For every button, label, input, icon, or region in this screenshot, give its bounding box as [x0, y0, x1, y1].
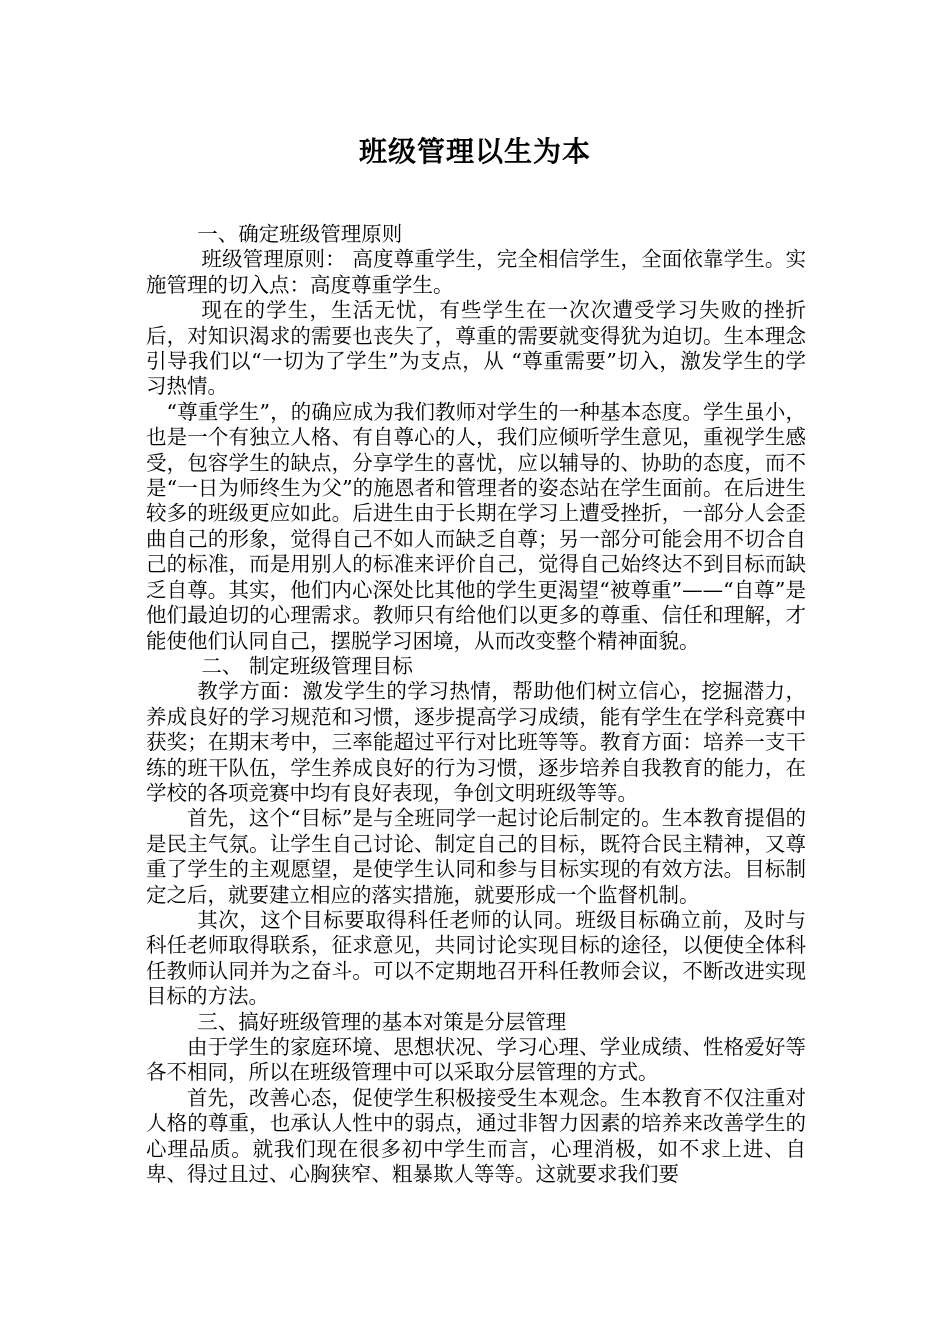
paragraph: 首先，改善心态，促使学生积极接受生本观念。生本教育不仅注重对人格的尊重，也承认人性中的弱点，通过非智力因素的培养来改善学生的心理品质。就我们现在很多初中学生而言，心理消极，如不求上进、自卑、得过且过、心胸狭窄、粗暴欺人等等。这就要求我们要: [146, 1085, 806, 1187]
section-heading-3: 三、搞好班级管理的基本对策是分层管理: [197, 1009, 567, 1034]
paragraph: 首先，这个“目标”是与全班同学一起讨论后制定的。生本教育提倡的是民主气氛。让学生自己讨论、制定自己的目标，既符合民主精神，又尊重了学生的主观愿望，是使学生认同和参与目标实现的有效方法。目标制定之后，就要建立相应的落实措施，就要形成一个监督机制。: [146, 806, 806, 907]
paragraph: 其次，这个目标要取得科任老师的认同。班级目标确立前，及时与科任老师取得联系，征求意见，共同讨论实现目标的途径，以便使全体科任教师认同并为之奋斗。可以不定期地召开科任教师会议，不断改进实现目标的方法。: [146, 907, 806, 1009]
paragraph: “尊重学生”，的确应成为我们教师对学生的一种基本态度。学生虽小，也是一个有独立人格、有自尊心的人，我们应倾听学生意见，重视学生感受，包容学生的缺点，分享学生的喜忧，应以辅导的、协助的态度，而不是“一日为师终生为父”的施恩者和管理者的姿态站在学生面前。在后进生较多的班级更应如此。后进生由于长期在学习上遭受挫折，一部分人会歪曲自己的形象，觉得自己不如人而缺乏自尊；另一部分可能会用不切合自己的标准，而是用别人的标准来评价自己，觉得自己始终达不到目标而缺乏自尊。其实，他们内心深处比其他的学生更渴望“被尊重”——“自尊”是他们最迫切的心理需求。教师只有给他们以更多的尊重、信任和理解，才能使他们认同自己，摆脱学习困境，从而改变整个精神面貌。: [146, 399, 806, 653]
section-heading-2: 二、 制定班级管理目标: [201, 653, 413, 678]
page-title: 班级管理以生为本: [358, 135, 591, 168]
paragraph: 由于学生的家庭环境、思想状况、学习心理、学业成绩、性格爱好等各不相同，所以在班级管理中可以采取分层管理的方式。: [146, 1035, 806, 1085]
paragraph: 现在的学生，生活无忧，有些学生在一次次遭受学习失败的挫折后，对知识渴求的需要也丧失了，尊重的需要就变得犹为迫切。生本理念引导我们以“一切为了学生”为支点，从 “尊重需要”切入，激发学生的学习热情。: [146, 298, 806, 399]
section-heading-1: 一、确定班级管理原则: [197, 222, 403, 246]
document-body: [146, 222, 806, 1187]
paragraph: 班级管理原则： 高度尊重学生，完全相信学生，全面依靠学生。实施管理的切入点：高度尊重学生。: [146, 247, 806, 297]
paragraph: 教学方面：激发学生的学习热情，帮助他们树立信心，挖掘潜力，养成良好的学习规范和习惯，逐步提高学习成绩，能有学生在学科竞赛中获奖；在期末考中，三率能超过平行对比班等等。教育方面：培养一支干练的班干队伍，学生养成良好的行为习惯，逐步培养自我教育的能力，在学校的各项竞赛中均有良好表现，争创文明班级等等。: [146, 679, 806, 805]
